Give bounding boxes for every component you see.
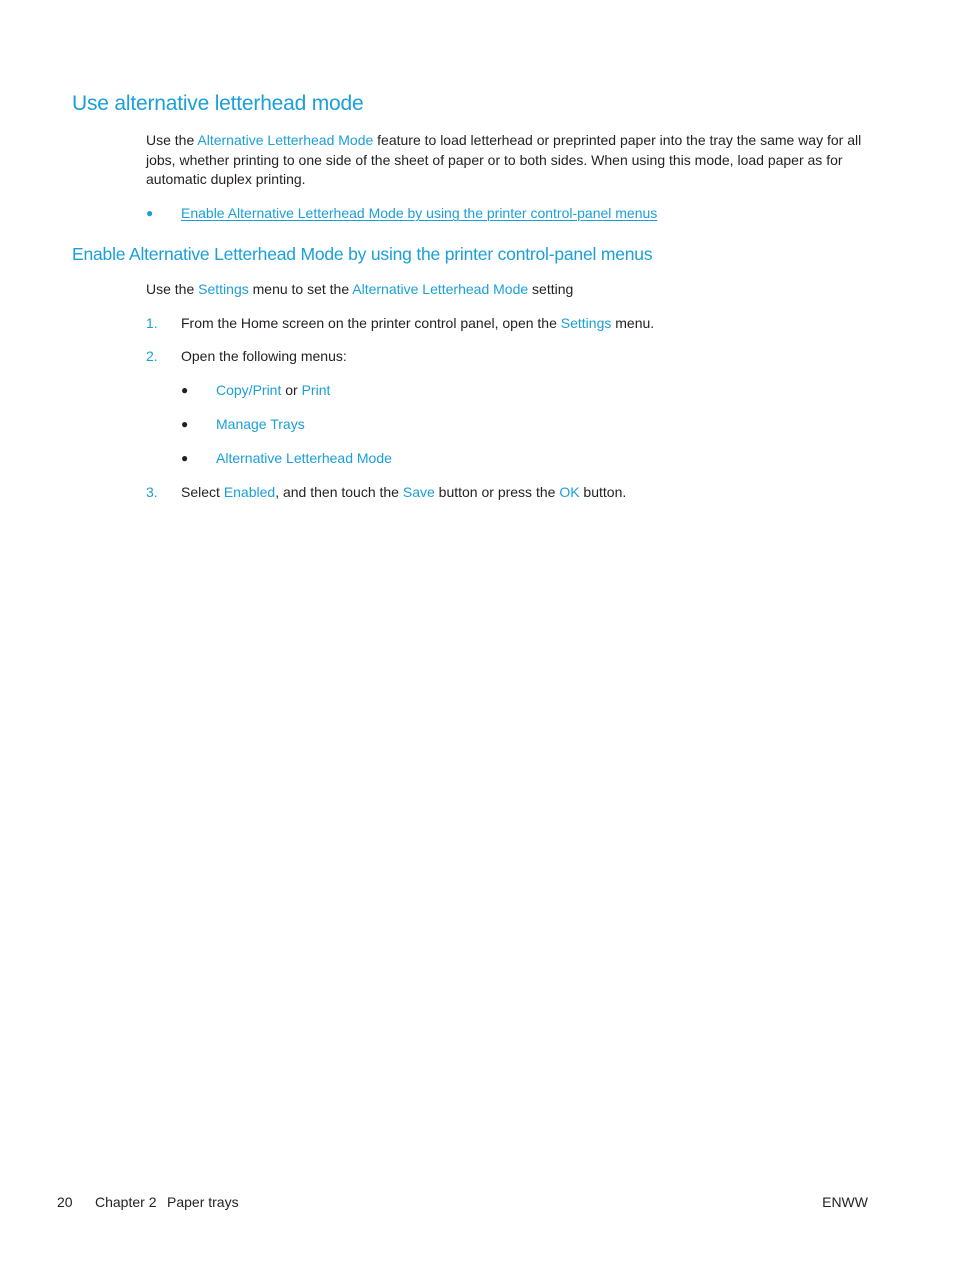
lead-term-settings: Settings: [198, 281, 249, 297]
footer-chapter: Chapter 2: [95, 1194, 157, 1210]
intro-term: Alternative Letterhead Mode: [197, 132, 374, 148]
subsection-heading: Enable Alternative Letterhead Mode by using the printer control-panel menus: [72, 244, 653, 264]
submenu-joiner: or: [281, 382, 302, 398]
step-3-text-2: , and then touch the: [275, 484, 403, 500]
step-number: 2.: [146, 348, 158, 364]
step-1-suffix: menu.: [611, 315, 655, 331]
step-3-term-save: Save: [402, 484, 435, 500]
footer-chapter-title: Paper trays: [167, 1194, 239, 1210]
step-1-term: Settings: [560, 315, 612, 331]
lead-prefix: Use the: [146, 281, 199, 297]
intro-paragraph: [146, 131, 871, 190]
step-text: Open the following menus:: [181, 348, 347, 364]
step-text: [181, 483, 626, 503]
step-number: 1.: [146, 315, 158, 331]
step-3-term-enabled: Enabled: [223, 484, 276, 500]
bullet-icon: ●: [146, 206, 154, 220]
bullet-icon: ●: [181, 417, 189, 431]
intro-suffix: feature to load letterhead or preprinted paper into the tray the same way for all jobs, whether printing to one side of the sheet of paper or to both sides. When using this mode, load paper as for automatic duplex printing.: [146, 132, 862, 187]
submenu-term-manage-trays: Manage Trays: [216, 416, 305, 432]
lead-suffix: setting: [528, 281, 574, 297]
intro-prefix: Use the: [146, 132, 198, 148]
lead-middle: menu to set the: [248, 281, 353, 297]
section-heading: Use alternative letterhead mode: [72, 92, 364, 115]
submenu-text: [216, 381, 330, 401]
submenu-term-copy-print: Copy/Print: [216, 382, 282, 398]
step-3-text-4: button.: [579, 484, 627, 500]
page-number: 20: [57, 1194, 73, 1210]
submenu-term-alt-letterhead: Alternative Letterhead Mode: [216, 450, 392, 466]
submenu-term-print: Print: [301, 382, 331, 398]
step-1-prefix: From the Home screen on the printer control panel, open the: [181, 315, 561, 331]
step-3-text-3: button or press the: [434, 484, 560, 500]
bullet-icon: ●: [181, 451, 189, 465]
step-text: [181, 314, 654, 334]
step-number: 3.: [146, 484, 158, 500]
step-3-text-1: Select: [181, 484, 224, 500]
bullet-icon: ●: [181, 383, 189, 397]
lead-term-mode: Alternative Letterhead Mode: [352, 281, 529, 297]
step-3-term-ok: OK: [559, 484, 580, 500]
toc-link[interactable]: Enable Alternative Letterhead Mode by using the printer control-panel menus: [181, 205, 658, 221]
footer-edition: ENWW: [822, 1194, 868, 1210]
lead-paragraph: [146, 280, 573, 300]
